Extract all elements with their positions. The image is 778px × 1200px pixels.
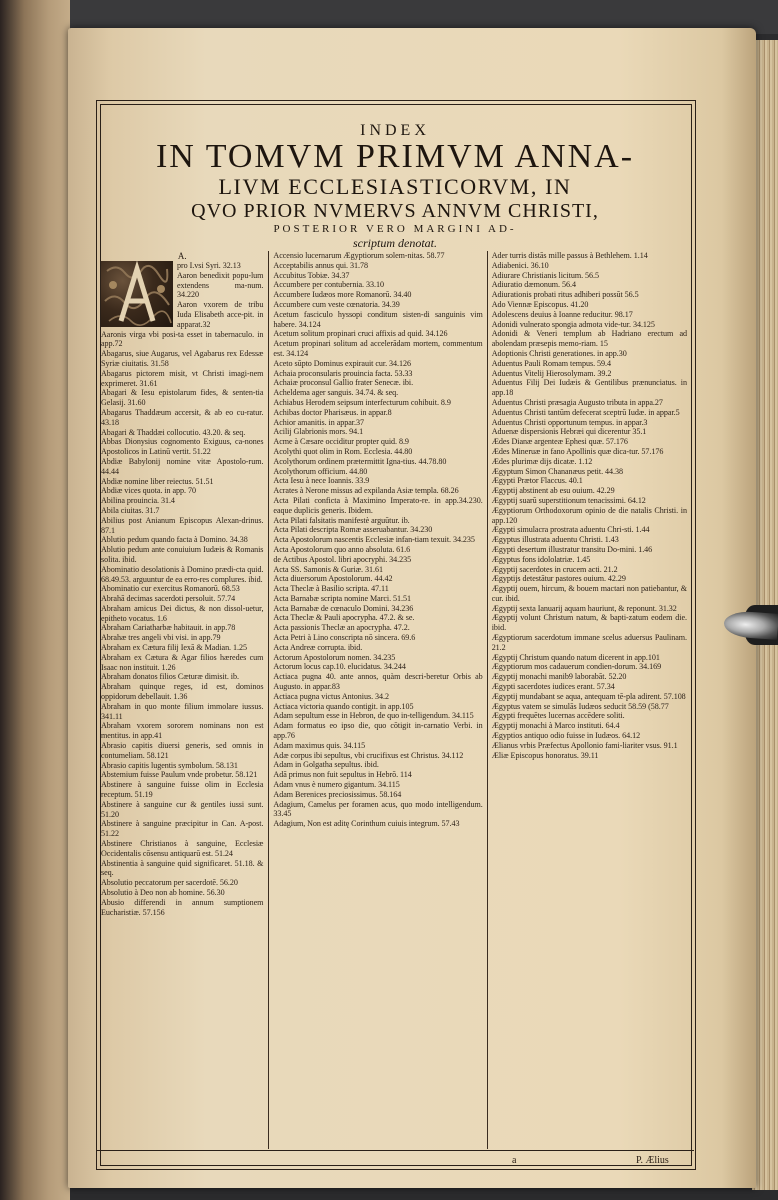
index-entry: Ægypti frequētes lucernas accēdere soliti.: [491, 711, 625, 721]
index-entry: Acta Theclæ & Pauli apocrypha. 47.2. & se.: [273, 613, 415, 623]
index-entry: Ægyptij volunt Christum natum, & bapti-zatum eodem die. ibid.: [491, 613, 687, 633]
index-entry: Adæ corpus ibi sepultus, vbi crucifixus est Christus. 34.112: [273, 750, 464, 760]
index-entry: Ado Viennæ Episcopus. 41.20: [491, 299, 589, 309]
index-entry: Adam vnus è numero gigantum. 34.115: [273, 780, 400, 790]
index-entry: Abstinere à sanguine cur & gentiles iussi sunt. 51.20: [101, 799, 264, 819]
index-entry: Ader turris distās mille passus à Bethlehem. 1.14: [491, 251, 648, 260]
index-entry: Ægyptus vatem se simulās Iudæos seducit 58.59 (58.77: [491, 701, 669, 711]
index-entry: Acolythorum ordinem prætermittit Igna-tius. 44.78.80: [273, 456, 447, 466]
index-entry: Abrasio capitis diuersi generis, sed omnis in contumeliam. 58.121: [101, 741, 264, 760]
title-line-main: IN TOMVM PRIMVM ANNA-: [155, 138, 635, 175]
index-entry: Abdiæ Babylonij nomine vitæ Apostolo-rum. 44.44: [101, 456, 264, 476]
index-entry: Ægyptij monachi manib9 laborabāt. 52.20: [491, 672, 627, 682]
index-entry: Abraham ex Cætura filij Iexā & Madian. 1.25: [101, 643, 247, 653]
index-entry: Aaron vxorem de tribu Iuda Elisabeth acce-pit. in apparat.32: [177, 300, 264, 329]
index-entry: Ægyptij sexta Ianuarij aquam hauriunt, & reponunt. 31.32: [491, 603, 677, 613]
index-entry: Actorum Apostolorum nomen. 34.235: [273, 652, 396, 662]
index-title-block: [96, 122, 694, 250]
index-entry: Abdiæ nomine liber reiectus. 51.51: [101, 476, 214, 486]
index-entry: Adonidi vulnerato spongia admota vide-tur. 34.125: [491, 319, 655, 329]
index-column-2: [268, 251, 486, 1149]
index-entry: Abrahā decimas sacerdoti persoluit. 57.74: [101, 594, 236, 604]
index-entry: Adiuratio dæmonum. 56.4: [491, 280, 576, 290]
index-entry: Abraham amicus Dei dictus, & non dissol-uetur, epitheto vocatus. 1.6: [101, 603, 264, 623]
index-entry: Abdiæ vices quota. in app. 70: [101, 486, 196, 496]
index-entry: Abraham ex Cætura & Agar filios hæredes cum Isaac non instituit. 1.26: [101, 652, 264, 672]
index-entry: Æliæ Episcopus honoratus. 39.11: [491, 750, 599, 760]
index-entry: Absolutio peccatorum per sacerdotē. 56.20: [101, 878, 238, 888]
index-entry: Abrasio capitis lugentis symbolum. 58.131: [101, 760, 238, 770]
index-entry: Adam maximus quis. 34.115: [273, 740, 366, 750]
index-entry: Acceptabilis annus qui. 31.78: [273, 260, 368, 270]
index-entry: Abusio differendi in annum sumptionem Eucharistiæ. 57.156: [101, 897, 264, 917]
index-entry: Achaiæ proconsul Gallio frater Senecæ. ibi.: [273, 378, 414, 388]
index-entry: Adagium, Camelus per foramen acus, quo modo intelligendum. 33.45: [273, 799, 483, 819]
index-entry: Ablutio pedum quando facta à Domino. 34.38: [101, 535, 248, 545]
index-entry: Achaia proconsularis prouincia facta. 53.33: [273, 368, 413, 378]
index-entry: Abagarus Thaddæum accersit, & ab eo cu-ratur. 43.18: [101, 407, 264, 427]
index-entry: Accensio lucernarum Ægyptiorum solem-nitas. 58.77: [273, 251, 445, 260]
title-line-annalium: LIVM ECCLESIASTICORVM, IN: [218, 174, 572, 199]
index-column-1: [101, 251, 268, 1149]
title-line-posterior: POSTERIOR VERO MARGINI AD-: [273, 223, 517, 235]
index-entry: Ægyptij suarū superstitionum tenacissimi. 64.12: [491, 495, 646, 505]
index-entry: Acetum propinari solitum ad accelerādam mortem, commentum est. 34.124: [273, 339, 483, 358]
index-entry: Abrahæ tres angeli vbi visi. in app.79: [101, 633, 221, 643]
title-line-scriptum: scriptum denotat.: [353, 236, 437, 250]
index-entry: Abilina prouincia. 31.4: [101, 496, 175, 506]
index-entry: Ægyptiorum sacerdotum immane scelus aduersus Paulinam. 21.2: [491, 633, 687, 652]
index-entry: Acrates à Nerone missus ad expilanda Asiæ templa. 68.26: [273, 486, 459, 496]
index-entry: Acta passionis Theclæ an apocrypha. 47.2.: [273, 623, 410, 633]
index-entry: Aduenæ dispersionis Hebræi qui dicerentur 35.1: [491, 427, 647, 437]
index-entry: Acilij Glabrionis mors. 94.1: [273, 427, 364, 437]
index-entry: Ægyptij ouem, hircum, & bouem mactari non patiebantur, & cur. ibid.: [491, 584, 687, 603]
index-entry: Adā primus non fuit sepultus in Hebrō. 114: [273, 770, 412, 780]
index-entry: Achiabus Herodem seipsum interfecturum cohibuit. 8.9: [273, 397, 451, 407]
index-entry: Adiabenici. 36.10: [491, 260, 549, 270]
index-entry: Abbas Dionysius cognomento Exiguus, ca-nones Apostolicos in Latinū vertit. 51.22: [101, 437, 264, 457]
ornate-drop-cap-A-icon: [101, 261, 173, 327]
index-column-1-entries: [101, 261, 263, 917]
index-entry: Abraham quinque reges, id est, dominos oppidorum debellauit. 1.36: [101, 682, 264, 702]
index-entry: Abagari & Iesu epistolarum fides, & senten-tia Gelasij. 31.60: [101, 388, 264, 408]
index-entry: Ægyptij mundabant se aqua, antequam tē-pla adirent. 57.108: [491, 691, 686, 701]
index-entry: Acta Iesu à nece Ioannis. 33.9: [273, 476, 370, 486]
index-entry: Acta Apostolorum nascentis Ecclesiæ infan-tiam texuit. 34.235: [273, 535, 475, 545]
index-entry: Actorum locus cap.10. elucidatus. 34.244: [273, 662, 406, 672]
index-entry: Adolescens deuius à Ioanne reducitur. 98.17: [491, 309, 633, 319]
index-columns: [101, 251, 689, 1149]
index-entry: pro I.vsi Syri. 32.13: [177, 261, 241, 270]
index-entry: Acta Theclæ à Basilio scripta. 47.11: [273, 584, 389, 594]
index-entry: Acta SS. Samonis & Guriæ. 31.61: [273, 564, 383, 574]
index-entry: Ælianus vrbis Præfectus Apollonio fami-liariter vsus. 91.1: [491, 740, 678, 750]
index-entry: Acta diuersorum Apostolorum. 44.42: [273, 574, 393, 584]
index-entry: Abila ciuitas. 31.7: [101, 505, 160, 515]
index-entry: Abagarus, siue Augarus, vel Agabarus rex Edessæ Syriæ ciuitatis. 31.58: [101, 349, 264, 368]
index-entry: Actiaca pugna victus Antonius. 34.2: [273, 691, 390, 701]
index-entry: Achibas doctor Pharisæus. in appar.8: [273, 407, 392, 417]
index-entry: Acta Pilati descripta Romæ asseruabantur. 34.230: [273, 525, 433, 535]
index-entry: Aaron benedixit popu-lum extendens ma-num. 34.220: [177, 270, 264, 300]
index-entry: Ægypti desertum illustratur transitu Do-mini. 1.46: [491, 544, 653, 554]
catchword: P. Ælius: [636, 1155, 669, 1166]
index-entry: Ægyptiorum Orthodoxorum opinio de die natalis Christi. in app.120: [491, 505, 687, 525]
index-entry: Acetum fasciculo hyssopi conditum sisten-di sanguinis vim habere. 34.124: [273, 309, 483, 329]
title-line-quo-prior-text: QVO PRIOR NVMERVS ANNVM CHRISTI,: [191, 200, 599, 222]
index-entry: Ægyptij sacerdotes in crucem acti. 21.2: [491, 564, 618, 574]
index-column-3: [487, 251, 689, 1149]
footer-rule: [96, 1150, 694, 1151]
index-entry: Ædes plurimæ dijs dicatæ. 1.12: [491, 456, 593, 466]
index-entry: Acolythi quot olim in Rom. Ecclesia. 44.80: [273, 446, 413, 456]
index-entry: Ægyptijs detestātur pastores ouium. 42.29: [491, 574, 626, 584]
index-entry: Ægyptij monachi à Marco instituti. 64.4: [491, 721, 620, 731]
title-line-quo-prior: [96, 200, 694, 222]
index-entry: Abilius post Anianum Episcopus Alexan-drinus. 87.1: [101, 515, 264, 535]
letter-heading: A.: [177, 251, 187, 261]
index-entry: de Actibus Apostol. libri apocryphi. 34.235: [273, 554, 412, 564]
index-entry: Acme à Cæsare occiditur propter quid. 8.9: [273, 437, 409, 447]
index-entry: Aduentus Vitelij Hierosolymam. 39.2: [491, 368, 612, 378]
book-spine: [0, 0, 70, 1200]
index-entry: Adonidi & Veneri templum ab Hadriano erectum ad abolendam præsepis memo-riam. 15: [491, 329, 687, 349]
index-column-2-entries: [273, 251, 482, 829]
index-entry: Adam sepultum esse in Hebron, de quo in-telligendum. 34.115: [273, 711, 474, 721]
index-entry: Adoptionis Christi generationes. in app.30: [491, 348, 627, 358]
index-entry: Aduentus Filij Dei Iudæis & Gentilibus prænunciatus. in app.18: [491, 378, 687, 398]
index-entry: Acetum solitum propinari cruci affixis ad quid. 34.126: [273, 329, 448, 339]
title-line-index: INDEX: [360, 122, 430, 139]
index-entry: Ægyptij abstinent ab esu ouium. 42.29: [491, 486, 615, 496]
index-entry: Accumbere cum veste cœnatoria. 34.39: [273, 299, 400, 309]
index-entry: Acta Barnabæ scripta nomine Marci. 51.51: [273, 593, 412, 603]
index-entry: Accubitus Tobiæ. 34.37: [273, 270, 350, 280]
index-entry: Ægypti simulacra prostrata aduentu Chri-sti. 1.44: [491, 525, 650, 535]
index-entry: Accumbere per contubernia. 33.10: [273, 280, 384, 290]
index-entry: Acta Pilati falsitatis manifestè arguūtur. ib.: [273, 515, 410, 525]
index-entry: Abraham in quo monte filium immolare iussus. 341.11: [101, 701, 264, 721]
index-entry: Ablutio pedum ante conuiuium Iudæis & Romanis solita. ibid.: [101, 545, 264, 564]
index-entry: Adam Berenices preciosissimus. 58.164: [273, 789, 402, 799]
index-entry: Ægyptij Christum quando natum dicerent in app.101: [491, 652, 660, 662]
signature-mark: a: [512, 1155, 517, 1166]
index-entry: Adagium, Non est aditę Corinthum cuiuis integrum. 57.43: [273, 819, 460, 829]
index-entry: Abstemium fuisse Paulum vnde probetur. 58.121: [101, 770, 258, 780]
index-entry: Accumbere Iudæos more Romanorū. 34.40: [273, 290, 412, 300]
index-entry: Abominatio cur exercitus Romanorū. 68.53: [101, 584, 240, 594]
index-entry: Ægypti Prætor Flaccus. 40.1: [491, 476, 583, 486]
index-entry: Abstinere à sanguine præcipitur in Can. A-post. 51.22: [101, 819, 264, 839]
index-entry: Ægyptus illustrata aduentu Christi. 1.43: [491, 535, 619, 545]
index-entry: Actiaca victoria quando contigit. in app.105: [273, 701, 414, 711]
index-entry: Adam formatus eo ipso die, quo cōtigit in-carnatio Verbi. in app.76: [273, 721, 483, 741]
index-entry: Aceto sūpto Dominus expirauit cur. 34.126: [273, 358, 411, 368]
index-entry: Acta Petri à Lino conscripta nō sincera. 69.6: [273, 633, 416, 643]
index-entry: Abraham Cariatharbæ habitauit. in app.78: [101, 623, 236, 633]
index-entry: Acheldema ager sanguis. 34.74. & seq.: [273, 388, 399, 398]
index-entry: Aduentus Pauli Romam tempus. 59.4: [491, 358, 611, 368]
index-entry: Acta Pilati conficta à Maximino Imperato-re. in app.34.230. eaque duplicis generis. Ibidem.: [273, 495, 483, 515]
index-entry: Acta Apostolorum quo anno absoluta. 61.6: [273, 544, 411, 554]
index-entry: Ægyptum Simon Chananæus petit. 44.38: [491, 466, 623, 476]
index-column-3-entries: [492, 251, 687, 760]
index-entry: Ægyptiorum mos cadauerum condien-dorum. 34.169: [491, 662, 662, 672]
index-entry: Abagarus pictorem misit, vt Christi imagi-nem exprimeret. 31.61: [101, 368, 264, 388]
index-entry: Acolythorum officium. 44.80: [273, 466, 368, 476]
index-entry: Adam in Golgatha sepultus. ibid.: [273, 760, 379, 770]
index-entry: Aaronis virga vbi posi-ta esset in tabernaculo. in app.72: [101, 329, 264, 349]
index-entry: Abstinere Christianos à sanguine, Ecclesiæ Occidentalis cōsensu antiquarū est. 51.24: [101, 839, 264, 858]
index-entry: Achior amanitis. in appar.37: [273, 417, 364, 427]
index-entry: Abominatio desolationis à Domino prædi-cta quid. 68.49.53. arguuntur de ea erro-res complures. ibid.: [101, 564, 264, 584]
index-entry: Ædes Mineruæ in fano Apollinis quæ dica-tur. 57.176: [491, 446, 664, 456]
index-entry: Ægyptus fons idololatriæ. 1.45: [491, 554, 591, 564]
index-entry: Actiaca pugna 40. ante annos, quàm descri-beretur Orbis ab Augusto. in appar.83: [273, 672, 483, 692]
index-entry: Abagari & Thaddæi collocutio. 43.20. & seq.: [101, 427, 246, 437]
index-entry: Ægyptios antiquo odio fuisse in Iudæos. 64.12: [491, 731, 641, 741]
index-entry: Ægypti sacerdotes iudices erant. 57.34: [491, 682, 615, 692]
index-entry: Abraham vxorem sororem nominans non est mentitus. in app.41: [101, 721, 264, 741]
index-entry: Acta Andreæ corrupta. ibid.: [273, 642, 363, 652]
index-entry: Adiurare Christianis licitum. 56.5: [491, 270, 600, 280]
index-entry: Abraham donatos filios Cæturæ dimisit. ib.: [101, 672, 239, 682]
index-entry: Abstinentia à sanguine quid significaret. 51.18. & seq.: [101, 858, 264, 878]
index-entry: Aduentus Christi opportunum tempus. in appar.3: [491, 417, 648, 427]
index-entry: Acta Barnabæ de cœnaculo Domini. 34.236: [273, 603, 414, 613]
index-entry: Adiurationis probati ritus adhiberi possūt 56.5: [491, 290, 639, 300]
index-entry: Aduentus Christi præsagia Augusto tributa in appa.27: [491, 397, 663, 407]
index-entry: Aduentus Christi tantūm defecerat sceptrū Iudæ. in appar.5: [491, 407, 680, 417]
index-entry: Abstinere à sanguine fuisse olim in Ecclesia receptum. 51.19: [101, 780, 264, 800]
index-entry: Ædes Dianæ argenteæ Ephesi quæ. 57.176: [491, 437, 628, 447]
index-entry: Absolutio à Deo non ab homine. 56.30: [101, 888, 225, 897]
